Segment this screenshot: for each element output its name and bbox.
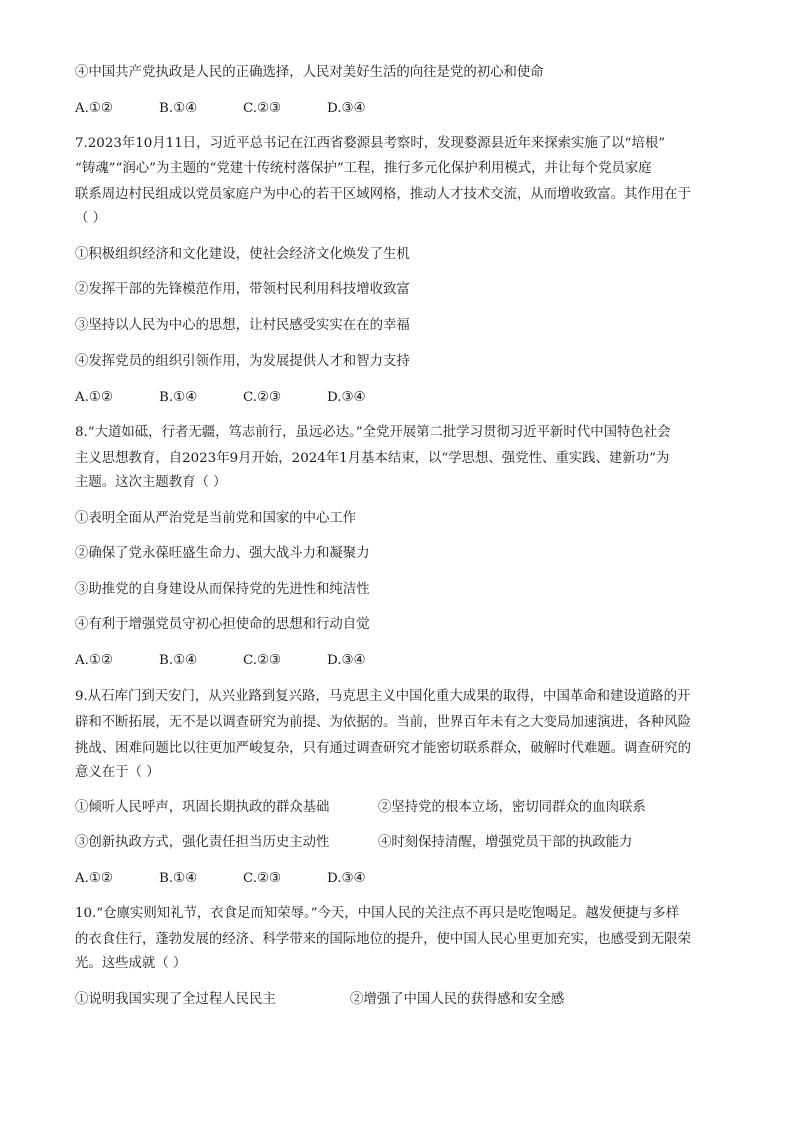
q6-option-c: C.②③	[243, 101, 282, 116]
q9-stem-line-3: 挑战、困难问题比以往更加严峻复杂，只有通过调查研究才能密切联系群众，破解时代难题。调查研究的	[75, 741, 691, 756]
q10-statement-1: ①说明我国实现了全过程人民民主	[75, 992, 276, 1007]
q9-option-d: D.③④	[327, 871, 366, 886]
q7-option-d: D.③④	[327, 390, 366, 405]
q7-statement-2: ②发挥干部的先锋模范作用，带领村民利用科技增收致富	[75, 282, 410, 297]
q9-options	[75, 870, 411, 888]
q7-stem-line-2: “铸魂”“润心”为主题的“党建十传统村落保护”工程，推行多元化保护利用模式，并让每个党员家庭	[75, 161, 652, 176]
q9-stem-line-1: 9.从石库门到天安门，从兴业路到复兴路，马克思主义中国化重大成果的取得，中国革命和建设道路的开	[75, 689, 691, 704]
q8-stem-line-2: 主义思想教育，自2023年9月开始，2024年1月基本结束，以“学思想、强党性、重实践、建新功”为	[75, 451, 670, 466]
q10-statement-2: ②增强了中国人民的获得感和安全感	[350, 992, 565, 1007]
q7-answer-blank: （ ）	[75, 211, 107, 226]
q9-statement-1: ①倾听人民呼声，巩固长期执政的群众基础	[75, 800, 330, 815]
q6-option-a: A.①②	[75, 101, 113, 116]
q9-statement-4: ④时刻保持清醒，增强党员干部的执政能力	[378, 835, 633, 850]
q6-options	[75, 100, 411, 118]
q9-option-b: B.①④	[159, 871, 198, 886]
q9-statement-2: ②坚持党的根本立场，密切同群众的血肉联系	[378, 800, 646, 815]
q10-stem-line-2: 的衣食住行，蓬勃发展的经济、科学带来的国际地位的提升，使中国人民心里更加充实，也感受到无限荣	[75, 932, 691, 947]
q8-statement-2: ②确保了党永葆旺盛生命力、强大战斗力和凝聚力	[75, 546, 370, 561]
q10-stem-line-1: 10.“仓廪实则知礼节，衣食足而知荣辱。”今天，中国人民的关注点不再只是吃饱喝足。越发便捷与多样	[75, 906, 680, 921]
q7-statement-1: ①积极组织经济和文化建设，使社会经济文化焕发了生机	[75, 247, 410, 262]
q6-statement-4: ④中国共产党执政是人民的正确选择，人民对美好生活的向往是党的初心和使命	[75, 65, 544, 80]
q9-statement-3: ③创新执政方式，强化责任担当历史主动性	[75, 835, 330, 850]
q7-option-c: C.②③	[243, 390, 282, 405]
q8-option-c: C.②③	[243, 653, 282, 668]
q8-option-a: A.①②	[75, 653, 113, 668]
q7-stem-line-3: 联系周边村民组成以党员家庭户为中心的若干区域网格，推动人才技术交流，从而增收致富。其作用在于	[75, 187, 691, 202]
q7-stem-line-1: 7.2023年10月11日，习近平总书记在江西省婺源县考察时，发现婺源县近年来探索实施了以“培根”	[75, 136, 666, 151]
q8-option-b: B.①④	[159, 653, 198, 668]
q10-stem-line-3: 光。这些成就（ ）	[75, 956, 187, 971]
q7-option-a: A.①②	[75, 390, 113, 405]
q7-statement-4: ④发挥党员的组织引领作用，为发展提供人才和智力支持	[75, 354, 410, 369]
q9-option-c: C.②③	[243, 871, 282, 886]
q6-option-d: D.③④	[327, 101, 366, 116]
q8-stem-line-1: 8.“大道如砥，行者无疆，笃志前行，虽远必达。”全党开展第二批学习贯彻习近平新时代中国特色社会	[75, 425, 671, 440]
q8-statement-3: ③助推党的自身建设从而保持党的先进性和纯洁性	[75, 582, 370, 597]
q9-stem-line-4: 意义在于（ ）	[75, 765, 160, 780]
q7-statement-3: ③坚持以人民为中心的思想，让村民感受实实在在的幸福	[75, 318, 410, 333]
q8-option-d: D.③④	[327, 653, 366, 668]
q8-statement-4: ④有利于增强党员守初心担使命的思想和行动自觉	[75, 617, 370, 632]
q8-statement-1: ①表明全面从严治党是当前党和国家的中心工作	[75, 511, 357, 526]
q7-option-b: B.①④	[159, 390, 198, 405]
q8-stem-line-3: 主题。这次主题教育（ ）	[75, 475, 227, 490]
q8-options	[75, 652, 411, 670]
q9-stem-line-2: 辟和不断拓展，无不是以调查研究为前提、为依据的。当前，世界百年未有之大变局加速演进，各种风险	[75, 715, 691, 730]
q7-options	[75, 389, 411, 407]
q9-option-a: A.①②	[75, 871, 113, 886]
q6-option-b: B.①④	[159, 101, 198, 116]
